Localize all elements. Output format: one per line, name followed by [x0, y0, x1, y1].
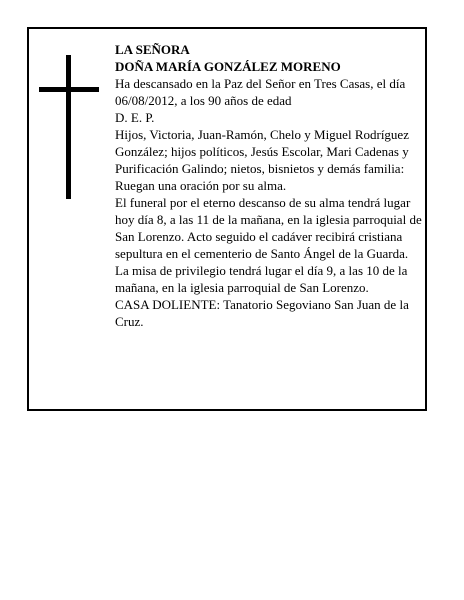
notice-title-line-1: LA SEÑORA: [115, 42, 190, 57]
house-line: CASA DOLIENTE: Tanatorio Segoviano San Juan de la Cruz.: [115, 297, 409, 329]
rest-statement: Ha descansado en la Paz del Señor en Tres Casas, el día 06/08/2012, a los 90 años de edad: [115, 76, 406, 108]
notice-title-line-2: DOÑA MARÍA GONZÁLEZ MORENO: [115, 59, 341, 74]
family-list: Hijos, Victoria, Juan-Ramón, Chelo y Miguel Rodríguez González; hijos políticos, Jesús Escolar, Mari Cadenas y Purificación Galindo; nietos, bisnietos y demás familia:: [115, 127, 409, 176]
notice-text: [115, 41, 425, 330]
funeral-details: El funeral por el eterno descanso de su alma tendrá lugar hoy día 8, a las 11 de la mañana, en la iglesia parroquial de San Lorenzo. Acto seguido el cadáver recibirá cristiana sepultura en el cementerio de Santo Ángel de la Guarda. La misa de privilegio tendrá lugar el día 9, a las 10 de la mañana, en la iglesia parroquial de San Lorenzo.: [115, 195, 422, 295]
dep-line: D. E. P.: [115, 110, 155, 125]
cross-icon: [39, 55, 99, 199]
cross-horizontal-bar: [39, 87, 99, 92]
obituary-notice: [27, 27, 427, 411]
prayer-line: Ruegan una oración por su alma.: [115, 178, 287, 193]
cross-vertical-bar: [66, 55, 71, 199]
